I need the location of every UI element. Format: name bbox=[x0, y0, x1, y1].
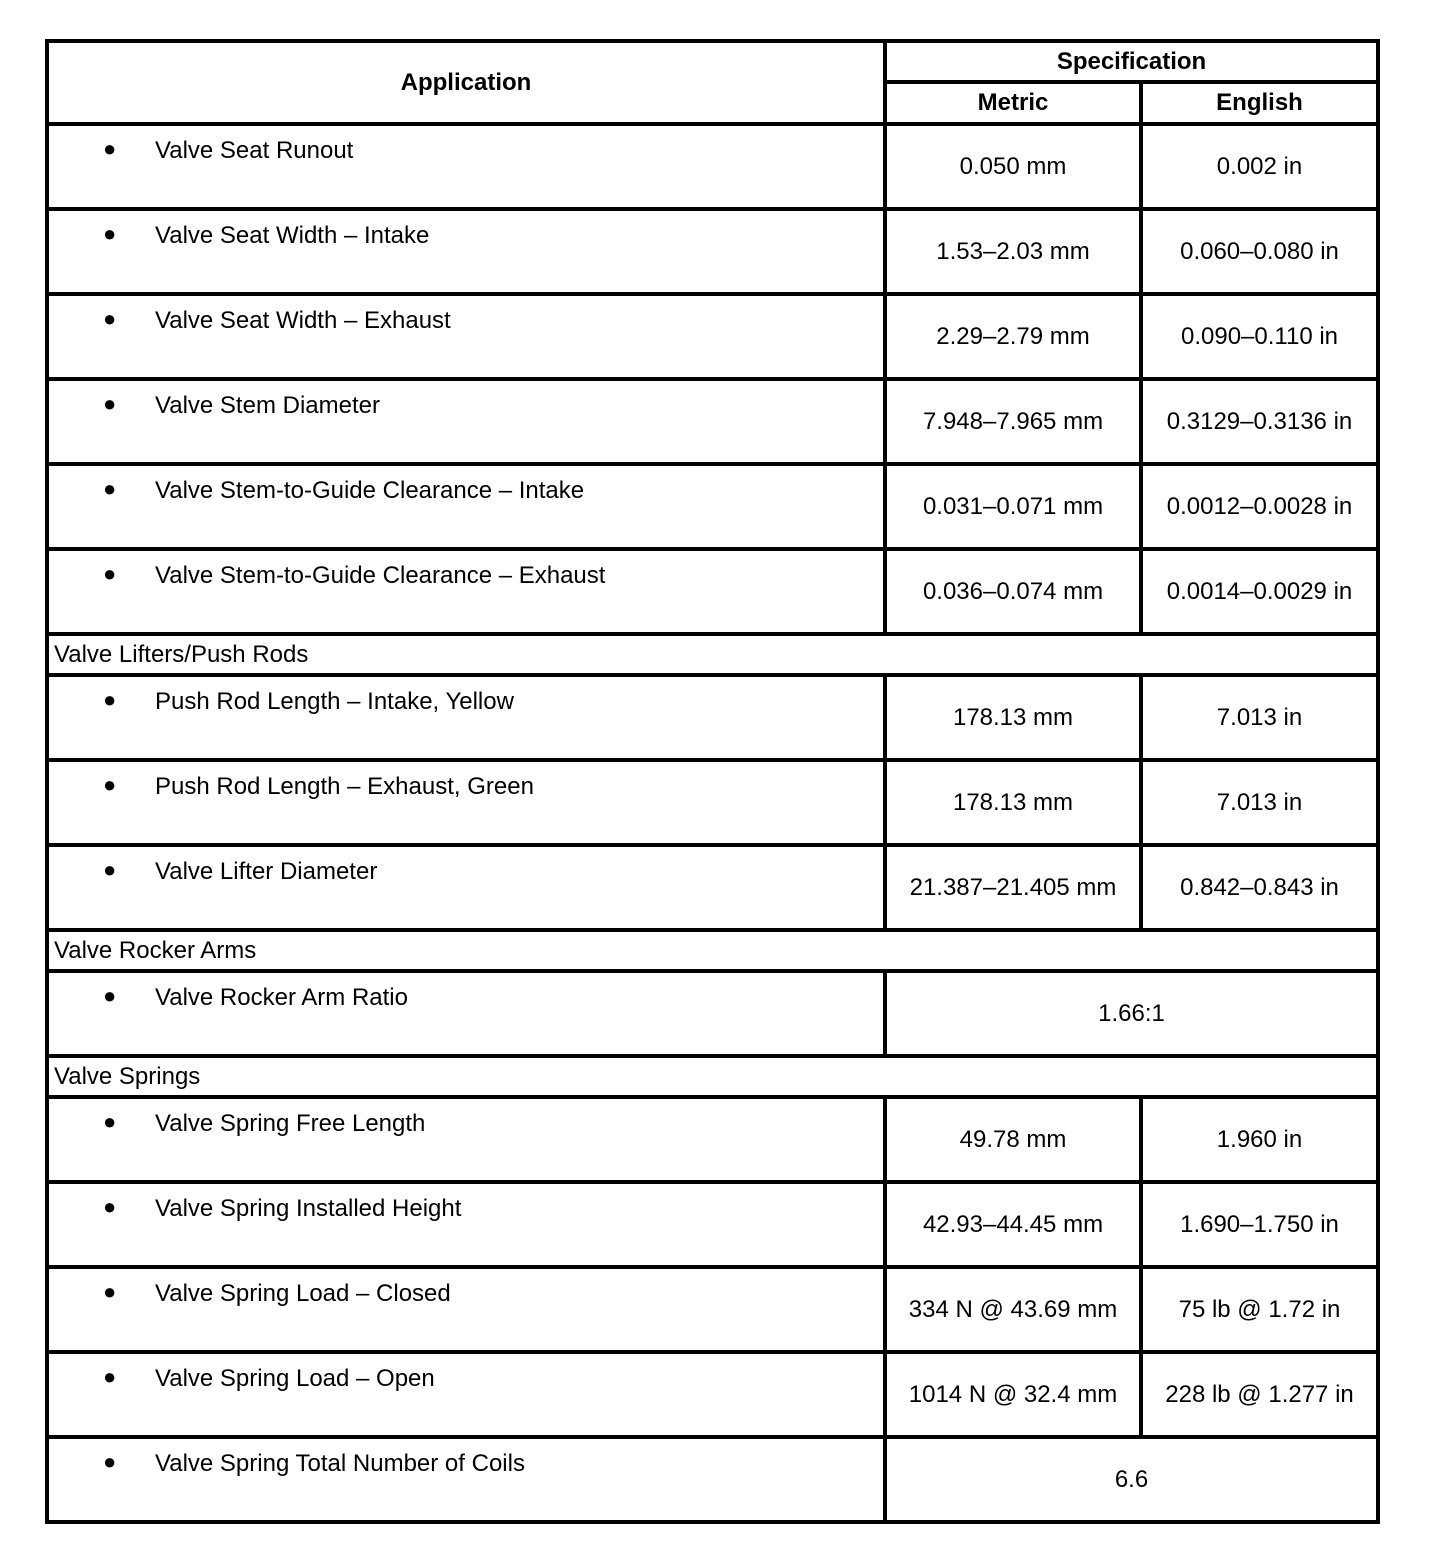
metric-value-cell: 334 N @ 43.69 mm bbox=[885, 1267, 1141, 1352]
application-cell bbox=[47, 1097, 885, 1182]
metric-value-cell: 1.53–2.03 mm bbox=[885, 209, 1141, 294]
english-value-cell: 0.3129–0.3136 in bbox=[1141, 379, 1378, 464]
english-value-cell: 1.960 in bbox=[1141, 1097, 1378, 1182]
application-cell bbox=[47, 549, 885, 634]
metric-value-cell: 1014 N @ 32.4 mm bbox=[885, 1352, 1141, 1437]
application-cell bbox=[47, 464, 885, 549]
application-cell bbox=[47, 845, 885, 930]
bullet-icon: ● bbox=[103, 306, 117, 331]
metric-value-cell: 42.93–44.45 mm bbox=[885, 1182, 1141, 1267]
table-row bbox=[47, 1097, 1378, 1182]
application-label: Valve Rocker Arm Ratio bbox=[155, 984, 408, 1011]
section-row bbox=[47, 1056, 1378, 1097]
english-value-cell: 75 lb @ 1.72 in bbox=[1141, 1267, 1378, 1352]
table-row bbox=[47, 971, 1378, 1056]
english-value-cell: 228 lb @ 1.277 in bbox=[1141, 1352, 1378, 1437]
application-label: Valve Stem Diameter bbox=[155, 392, 380, 419]
table-row bbox=[47, 1352, 1378, 1437]
metric-value-cell: 178.13 mm bbox=[885, 675, 1141, 760]
application-label: Valve Stem-to-Guide Clearance – Exhaust bbox=[155, 562, 606, 589]
english-value-cell: 0.060–0.080 in bbox=[1141, 209, 1378, 294]
bullet-icon: ● bbox=[103, 687, 117, 712]
application-cell bbox=[47, 124, 885, 209]
section-row bbox=[47, 634, 1378, 675]
table-row bbox=[47, 1182, 1378, 1267]
metric-value-cell: 178.13 mm bbox=[885, 760, 1141, 845]
section-heading: Valve Rocker Arms bbox=[47, 930, 1378, 971]
metric-value-cell: 0.031–0.071 mm bbox=[885, 464, 1141, 549]
application-label: Valve Spring Free Length bbox=[155, 1110, 426, 1137]
application-cell bbox=[47, 294, 885, 379]
english-value-cell: 1.690–1.750 in bbox=[1141, 1182, 1378, 1267]
bullet-icon: ● bbox=[103, 983, 117, 1008]
table-row bbox=[47, 549, 1378, 634]
table-row bbox=[47, 675, 1378, 760]
bullet-icon: ● bbox=[103, 1364, 117, 1389]
metric-value-cell: 2.29–2.79 mm bbox=[885, 294, 1141, 379]
bullet-icon: ● bbox=[103, 391, 117, 416]
application-label: Push Rod Length – Intake, Yellow bbox=[155, 688, 514, 715]
metric-value-cell: 21.387–21.405 mm bbox=[885, 845, 1141, 930]
table-row bbox=[47, 760, 1378, 845]
combined-value-cell: 1.66:1 bbox=[885, 971, 1378, 1056]
bullet-icon: ● bbox=[103, 1109, 117, 1134]
application-cell bbox=[47, 379, 885, 464]
application-label: Valve Stem-to-Guide Clearance – Intake bbox=[155, 477, 585, 504]
bullet-icon: ● bbox=[103, 857, 117, 882]
application-label: Valve Spring Total Number of Coils bbox=[155, 1450, 525, 1477]
metric-value-cell: 49.78 mm bbox=[885, 1097, 1141, 1182]
bullet-icon: ● bbox=[103, 221, 117, 246]
specification-header: Specification bbox=[885, 41, 1378, 82]
application-cell bbox=[47, 971, 885, 1056]
application-label: Valve Spring Load – Open bbox=[155, 1365, 435, 1392]
bullet-icon: ● bbox=[103, 1279, 117, 1304]
application-cell bbox=[47, 1437, 885, 1522]
english-value-cell: 7.013 in bbox=[1141, 675, 1378, 760]
application-label: Valve Spring Load – Closed bbox=[155, 1280, 451, 1307]
bullet-icon: ● bbox=[103, 772, 117, 797]
application-cell bbox=[47, 1182, 885, 1267]
bullet-icon: ● bbox=[103, 561, 117, 586]
table-row bbox=[47, 209, 1378, 294]
spec-table-body bbox=[47, 124, 1378, 1522]
english-header: English bbox=[1141, 82, 1378, 124]
application-cell bbox=[47, 1352, 885, 1437]
specification-table bbox=[45, 39, 1380, 1524]
application-label: Valve Seat Width – Intake bbox=[155, 222, 430, 249]
application-header: Application bbox=[47, 41, 885, 124]
application-cell bbox=[47, 1267, 885, 1352]
english-value-cell: 0.842–0.843 in bbox=[1141, 845, 1378, 930]
application-label: Valve Seat Width – Exhaust bbox=[155, 307, 451, 334]
bullet-icon: ● bbox=[103, 1449, 117, 1474]
bullet-icon: ● bbox=[103, 476, 117, 501]
application-label: Push Rod Length – Exhaust, Green bbox=[155, 773, 534, 800]
bullet-icon: ● bbox=[103, 136, 117, 161]
application-cell bbox=[47, 760, 885, 845]
metric-header: Metric bbox=[885, 82, 1141, 124]
application-label: Valve Lifter Diameter bbox=[155, 858, 378, 885]
metric-value-cell: 0.050 mm bbox=[885, 124, 1141, 209]
english-value-cell: 0.002 in bbox=[1141, 124, 1378, 209]
english-value-cell: 0.0014–0.0029 in bbox=[1141, 549, 1378, 634]
table-row bbox=[47, 464, 1378, 549]
section-heading: Valve Lifters/Push Rods bbox=[47, 634, 1378, 675]
application-label: Valve Spring Installed Height bbox=[155, 1195, 462, 1222]
english-value-cell: 0.0012–0.0028 in bbox=[1141, 464, 1378, 549]
application-label: Valve Seat Runout bbox=[155, 137, 354, 164]
table-row bbox=[47, 379, 1378, 464]
combined-value-cell: 6.6 bbox=[885, 1437, 1378, 1522]
english-value-cell: 0.090–0.110 in bbox=[1141, 294, 1378, 379]
table-row bbox=[47, 845, 1378, 930]
section-heading: Valve Springs bbox=[47, 1056, 1378, 1097]
application-cell bbox=[47, 675, 885, 760]
section-row bbox=[47, 930, 1378, 971]
table-row bbox=[47, 124, 1378, 209]
bullet-icon: ● bbox=[103, 1194, 117, 1219]
table-row bbox=[47, 1267, 1378, 1352]
table-row bbox=[47, 294, 1378, 379]
table-row bbox=[47, 1437, 1378, 1522]
metric-value-cell: 0.036–0.074 mm bbox=[885, 549, 1141, 634]
metric-value-cell: 7.948–7.965 mm bbox=[885, 379, 1141, 464]
application-cell bbox=[47, 209, 885, 294]
english-value-cell: 7.013 in bbox=[1141, 760, 1378, 845]
